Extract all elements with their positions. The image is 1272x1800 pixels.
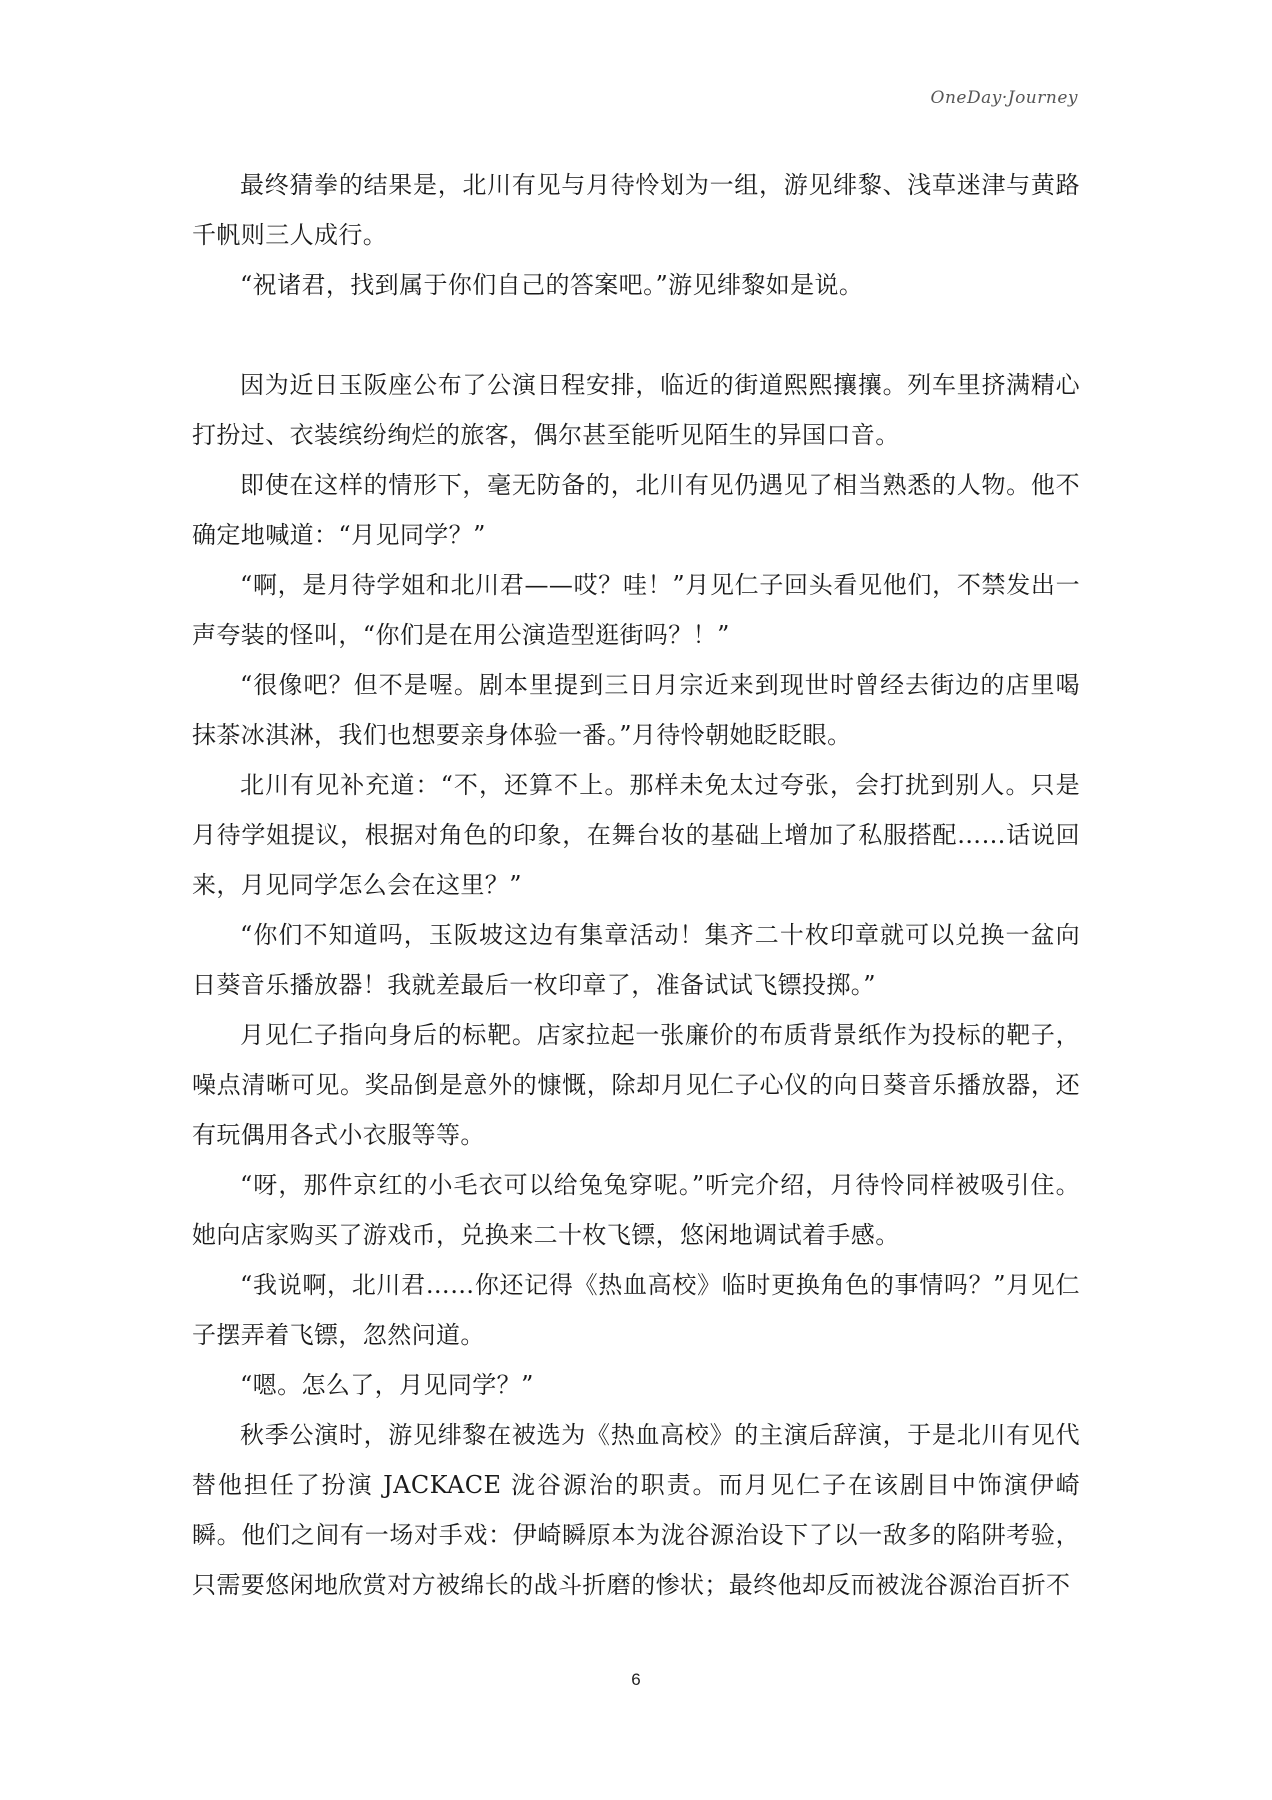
page-number: 6 [631, 1670, 641, 1689]
paragraph: 月见仁子指向身后的标靶。店家拉起一张廉价的布质背景纸作为投标的靶子，噪点清晰可见。奖品倒是意外的慷慨，除却月见仁子心仪的向日葵音乐播放器，还有玩偶用各式小衣服等等。 [192, 1021, 1080, 1149]
paragraph: “嗯。怎么了，月见同学？” [240, 1371, 534, 1399]
paragraph-break [192, 310, 1080, 360]
paragraph: “很像吧？但不是喔。剧本里提到三日月宗近来到现世时曾经去街边的店里喝抹茶冰淇淋，我们也想要亲身体验一番。”月待怜朝她眨眨眼。 [192, 671, 1080, 749]
running-header: OneDay·Journey [930, 88, 1078, 108]
paragraph: “我说啊，北川君……你还记得《热血高校》临时更换角色的事情吗？”月见仁子摆弄着飞镖，忽然问道。 [192, 1271, 1080, 1349]
paragraph: 北川有见补充道：“不，还算不上。那样未免太过夸张，会打扰到别人。只是月待学姐提议，根据对角色的印象，在舞台妆的基础上增加了私服搭配……话说回来，月见同学怎么会在这里？” [192, 771, 1080, 899]
paragraph: “你们不知道吗，玉阪坡这边有集章活动！集齐二十枚印章就可以兑换一盆向日葵音乐播放器！我就差最后一枚印章了，准备试试飞镖投掷。” [192, 921, 1080, 999]
paragraph: 秋季公演时，游见绯黎在被选为《热血高校》的主演后辞演，于是北川有见代替他担任了扮演 JACKACE 泷谷源治的职责。而月见仁子在该剧目中饰演伊崎瞬。他们之间有一场对手戏：伊崎瞬原本为泷谷源治设下了以一敌多的陷阱考验，只需要悠闲地欣赏对方被绵长的战斗折磨的惨状；最终他却反而被泷谷源治百折不 [192, 1421, 1080, 1599]
paragraph: “啊，是月待学姐和北川君——哎？哇！”月见仁子回头看见他们，不禁发出一声夸装的怪叫，“你们是在用公演造型逛街吗？！” [192, 571, 1080, 649]
paragraph: “呀，那件京红的小毛衣可以给兔兔穿呢。”听完介绍，月待怜同样被吸引住。她向店家购买了游戏币，兑换来二十枚飞镖，悠闲地调试着手感。 [192, 1171, 1080, 1249]
body-text [192, 160, 1080, 1610]
paragraph: 最终猜拳的结果是，北川有见与月待怜划为一组，游见绯黎、浅草迷津与黄路千帆则三人成行。 [192, 171, 1080, 249]
paragraph: 即使在这样的情形下，毫无防备的，北川有见仍遇见了相当熟悉的人物。他不确定地喊道：“月见同学？” [192, 471, 1080, 549]
paragraph: 因为近日玉阪座公布了公演日程安排，临近的街道熙熙攘攘。列车里挤满精心打扮过、衣装缤纷绚烂的旅客，偶尔甚至能听见陌生的异国口音。 [192, 371, 1080, 449]
paragraph: “祝诸君，找到属于你们自己的答案吧。”游见绯黎如是说。 [240, 271, 864, 299]
